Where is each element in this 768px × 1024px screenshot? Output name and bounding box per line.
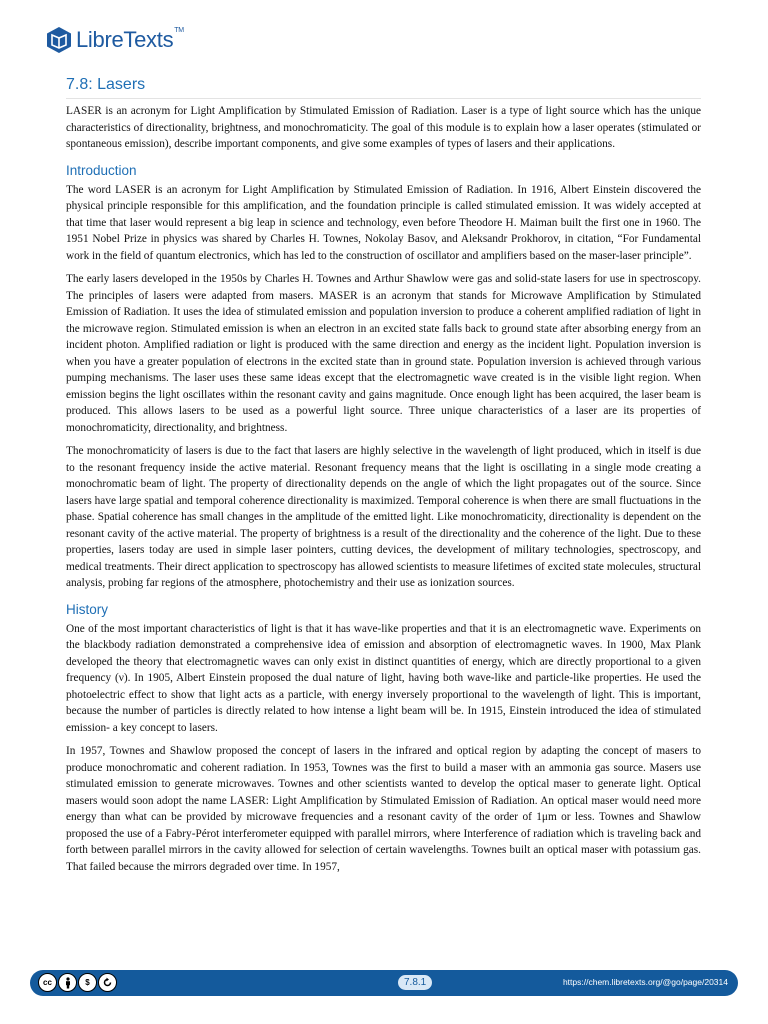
logo-wordmark: LibreTexts™ — [76, 27, 184, 52]
article-content — [66, 76, 701, 882]
paragraph: The monochromaticity of lasers is due to the fact that lasers are highly selective in the wavelength of light produced, which in itself is due to the resonant frequency inside the active material. Resonant frequency means that the light is oscillating in a single mode creating a monochromatic beam of light. The property of directionality depends on the angle of which the light propagates out of the source. Since lasers have large spatial and temporal coherence directionality is maximized. Temporal coherence is when there are small fluctuations in the phase. Spatial coherence has small changes in the amplitude of the emitted light. Like monochromaticity, directionality is dependent on the resonant cavity of the active material. The property of brightness is a result of the directionality and the coherence of the light. Due to these properties, lasers today are used in simple laser pointers, cutting devices, the development of military technologies, spectroscopy, and medical treatments. Their direct application to spectroscopy has allowed scientists to measure lifetimes of excited state molecules, structural analysis, probing far regions of the atmosphere, photochemistry and their use as ionization sources. — [66, 445, 701, 589]
page-url-link[interactable]: https://chem.libretexts.org/@go/page/20314 — [562, 977, 728, 987]
libretexts-logo-icon — [46, 26, 72, 54]
section-heading-history: History — [66, 601, 109, 617]
paragraph: The word LASER is an acronym for Light Amplification by Stimulated Emission of Radiation. In 1916, Albert Einstein discovered the physical principle responsible for this amplification, and the foundation principle is called stimulated emission. It was widely accepted at that time that laser would represent a big leap in science and technology, even before Theodore H. Maiman built the first one in 1960. The 1951 Nobel Prize in physics was shared by Charles H. Townes, Nokolay Basov, and Aleksandr Prokhorov, in citation, “For Fundamental work in the field of quantum electronics, which has led to the construction of oscillator and amplifiers based on the maser-laser principle”. — [66, 183, 701, 262]
sa-icon — [98, 973, 117, 992]
libretexts-logo[interactable] — [46, 26, 184, 54]
page-footer — [30, 970, 738, 996]
page-number: 7.8.1 — [398, 975, 432, 990]
nc-icon: $ — [78, 973, 97, 992]
paragraph: In 1957, Townes and Shawlow proposed the concept of lasers in the infrared and optical region by adapting the concept of masers to produce monochromatic and coherent radiation. In 1953, Townes was the first to build a maser with an ammonia gas source. Masers use stimulated emission to generate microwaves. Townes and other scientists wanted to develop the optical maser to generate light. Optical masers would soon adopt the name LASER: Light Amplification by Stimulated Emission of Radiation. An optical maser would need more energy than what can be provided by microwave frequencies and a resonant cavity of the order of 1μm or less. Townes and Shawlow proposed the use of a Fabry-Pérot interferometer equipped with parallel mirrors, where Interference of radiation which is traveling back and forth between parallel mirrors in the cavity allowed for selection of certain wavelengths. Townes built an optical maser with potassium gas. That failed because the mirrors degraded over time. In 1957, — [66, 745, 701, 873]
paragraph: The early lasers developed in the 1950s by Charles H. Townes and Arthur Shawlow were gas and solid-state lasers for use in spectroscopy. The principles of lasers were adapted from masers. MASER is an acronym that stands for Microwave Amplification by Stimulated Emission of Radiation. It uses the idea of stimulated emission and population inversion to produce a coherent amplified radiation of light in the microwave region. Stimulated emission is when an electron in an excited state falls back to ground state after absorbing energy from an incident photon. Amplified radiation or light is produced with the same direction and energy as the incident light. Population inversion is when you have a greater population of electrons in the excited state than in ground state. Population inversion is achieved through various pumping mechanisms. The laser uses these same ideas except that the electromagnetic wave created is in the visible light region. When emission begins the light oscillates within the resonant cavity and gains magnitude. Once enough light has been acquired, the laser beam is produced. This allows lasers to be used as a powerful light source. Three unique characteristics of a laser are its properties of monochromaticity, directionality, and brightness. — [66, 273, 701, 434]
cc-icon: cc — [38, 973, 57, 992]
section-heading-introduction: Introduction — [66, 162, 137, 178]
intro-paragraph: LASER is an acronym for Light Amplification by Stimulated Emission of Radiation. Laser is a type of light source which has the unique characteristics of directionality, brightness, and monochromaticity. The goal of this module is to explain how a laser operates (stimulated or spontaneous emission), describe important components, and give some examples of types of lasers and their applications. — [66, 105, 701, 150]
by-icon — [58, 973, 77, 992]
page-title: 7.8: Lasers — [66, 76, 701, 99]
paragraph: One of the most important characteristics of light is that it has wave-like properties and that it is an electromagnetic wave. Experiments on the blackbody radiation demonstrated a comprehensive idea of emission and absorption of electromagnetic waves. In 1900, Max Plank developed the theory that electromagnetic waves can only exist in distinct quantities of energy, which are directly proportional to a given frequency (ν). In 1905, Albert Einstein proposed the dual nature of light, having both wave-like and particle-like properties. He used the photoelectric effect to show that light acts as a particle, with energy inversely proportional to the wavelength of light. This is important, because the number of particles is directly related to how intense a light beam will be. In 1915, Einstein introduced the idea of stimulated emission- a key concept to lasers. — [66, 622, 701, 734]
license-badge[interactable] — [38, 973, 117, 992]
